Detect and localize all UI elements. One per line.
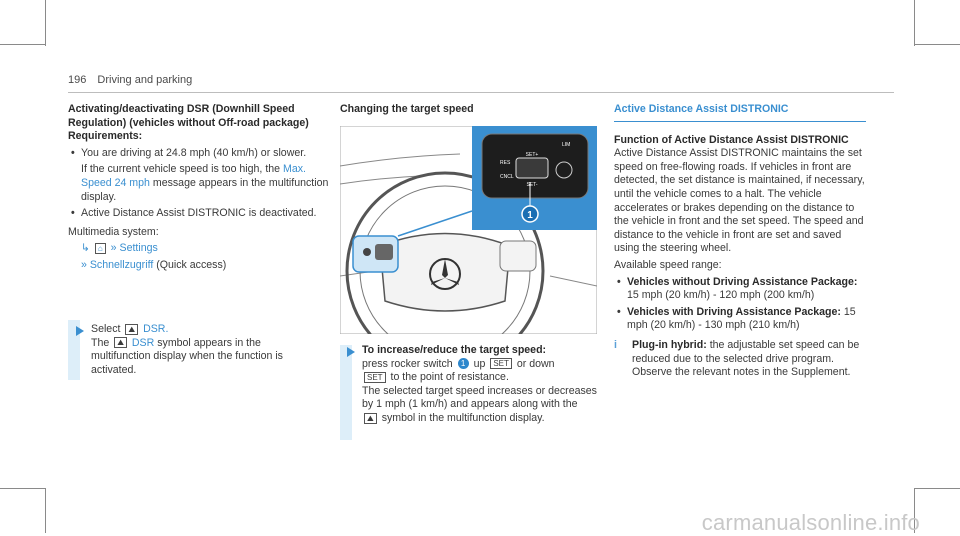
callout-1-icon: 1	[458, 358, 469, 369]
chevron-icon: »	[81, 258, 87, 271]
range-label: Available speed range:	[614, 258, 722, 271]
section-heading: Activating/deactivating DSR (Downhill Speed Regulation) (vehicles without Off-road package)	[68, 103, 309, 129]
subheading: Function of Active Distance Assist DISTRONIC	[614, 133, 849, 146]
requirements-label: Requirements:	[68, 130, 143, 143]
menu-path	[68, 242, 330, 256]
right-column	[614, 103, 866, 380]
watermark: carmanualsonline.info	[701, 510, 920, 535]
home-icon[interactable]: ⌂	[95, 243, 106, 254]
chevron-icon: »	[110, 242, 117, 255]
page-header	[68, 74, 192, 86]
svg-text:CNCL: CNCL	[500, 174, 514, 180]
section-divider	[614, 121, 866, 122]
range-item: • Vehicles with Driving Assistance Package: 15 mph (20 km/h) - 130 mph (210 km/h)	[614, 306, 866, 333]
svg-text:LIM: LIM	[562, 142, 571, 148]
section-title: Active Distance Assist DISTRONIC	[614, 103, 789, 115]
crop-mark	[914, 488, 960, 489]
steering-wheel-illustration	[340, 126, 597, 334]
header-divider	[68, 92, 894, 93]
crop-mark	[0, 488, 46, 489]
svg-text:1: 1	[527, 210, 533, 221]
step-marker-bar	[340, 345, 352, 440]
step-heading: To increase/reduce the target speed:	[362, 344, 547, 356]
range-item: • Vehicles without Driving Assistance Package: 15 mph (20 km/h) - 120 mph (200 km/h)	[614, 276, 866, 303]
instruction-step: To increase/reduce the target speed: press rocker switch 1 up SET or down SET to the point of resistance. The selected target speed increases or decreases by 1 mph (1 km/h) and appears along with the ⛰ symbol in the multifunction display.	[352, 344, 597, 426]
dsr-link[interactable]: DSR.	[143, 323, 169, 335]
menu-settings[interactable]: Settings	[119, 242, 158, 255]
crop-mark	[914, 44, 960, 45]
page-title: Driving and parking	[97, 74, 193, 86]
section-heading: Changing the target speed	[340, 103, 474, 115]
menu-path: » Schnellzugriff (Quick access)	[81, 258, 227, 271]
info-icon: i	[614, 338, 617, 351]
svg-text:RES: RES	[500, 160, 511, 166]
multimedia-label: Multimedia system:	[68, 225, 159, 238]
body-text: Active Distance Assist DISTRONIC maintains the set speed on free-flowing roads. If vehicles in front are detected, the set distance is maintained, if necessary, until the vehicle comes to a halt. The vehicle accelerates or brakes depending on the distance to the vehicle in front and the set speed. The speed and distance to the vehicle in front are set and saved using the steering wheel.	[614, 147, 865, 255]
menu-quick-access[interactable]: Schnellzugriff	[89, 258, 154, 271]
step-arrow-icon	[347, 347, 355, 357]
instruction-step: Select ⛰ DSR. The ⛰ DSR symbol appears in the multifunction display when the function is activated.	[81, 323, 321, 377]
crop-mark	[45, 488, 46, 533]
info-note: i Plug-in hybrid: the adjustable set speed can be reduced due to the selected drive program. Observe the relevant notes in the Supplement.	[614, 338, 860, 379]
dsr-icon: ⛰	[364, 413, 377, 424]
requirement-note: If the current vehicle speed is too high, the Max. Speed 24 mph message appears in the multifunction display.	[81, 163, 329, 203]
left-column	[68, 103, 330, 273]
set-minus-icon: SET	[364, 372, 386, 383]
crop-mark	[45, 0, 46, 46]
page-number: 196	[68, 74, 87, 86]
svg-text:SET+: SET+	[525, 152, 539, 158]
set-plus-icon: SET	[490, 358, 512, 369]
step-arrow-icon	[76, 326, 84, 336]
crop-mark	[0, 44, 46, 45]
requirement-item: • Active Distance Assist DISTRONIC is deactivated.	[68, 207, 330, 221]
path-arrow-icon: ↳	[81, 242, 90, 255]
dsr-link[interactable]: DSR	[131, 336, 155, 349]
message-link[interactable]: Max. Speed 24 mph	[81, 163, 306, 189]
crop-mark	[914, 0, 915, 46]
dsr-icon: ⛰	[114, 337, 127, 348]
svg-text:SET-: SET-	[526, 182, 538, 188]
requirement-item: • You are driving at 24.8 mph (40 km/h) or slower.	[68, 147, 330, 161]
dsr-icon: ⛰	[125, 324, 138, 335]
